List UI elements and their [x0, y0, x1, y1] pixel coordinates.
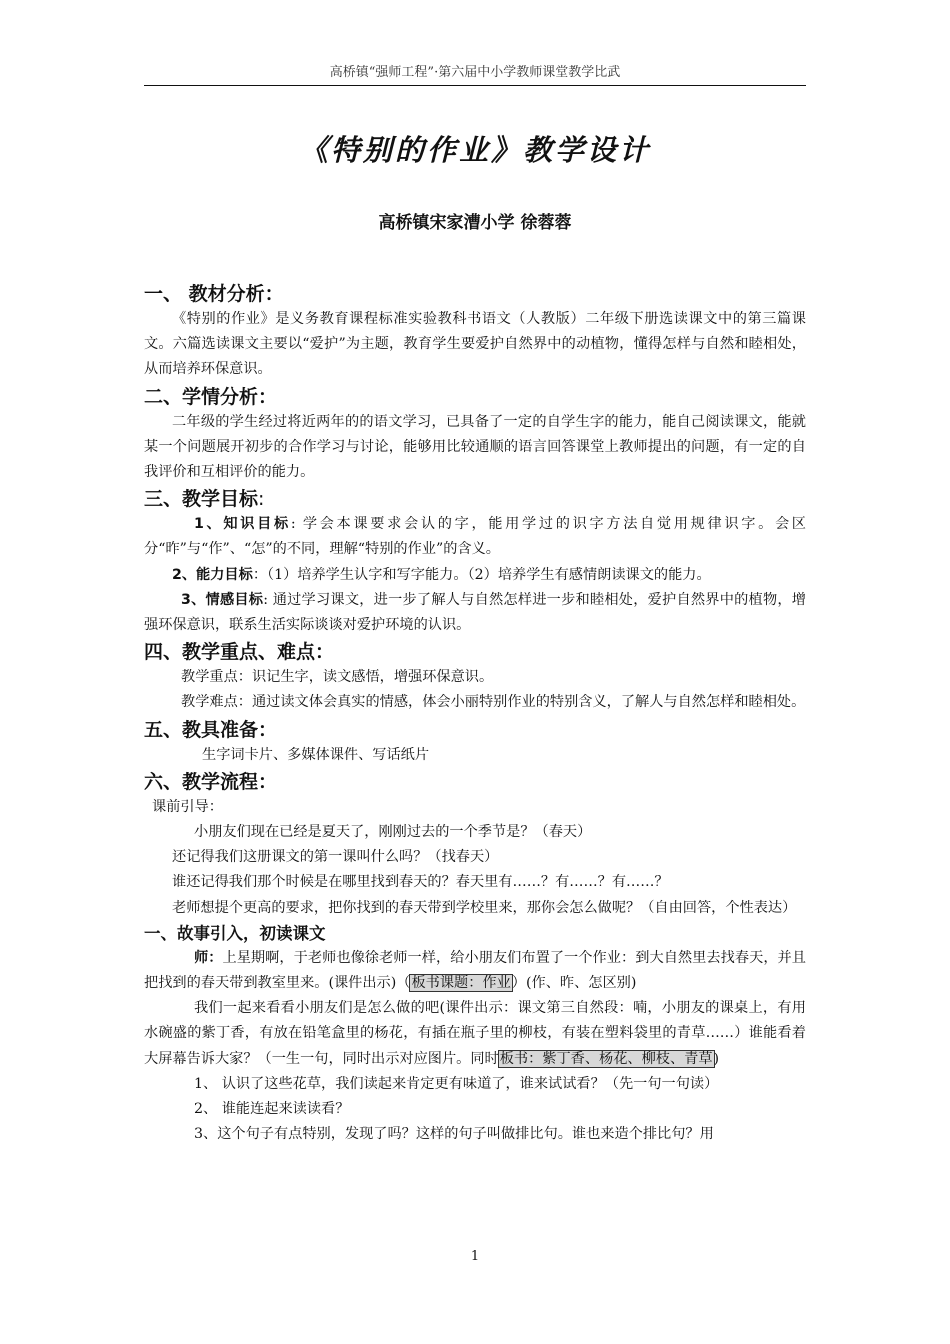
goal-emotion-text: : 通过学习课文，进一步了解人与自然怎样进一步和睦相处，爱护自然界中的植物，增强环保意识，联系生活实际谈谈对爱护环境的认识。 — [144, 591, 806, 634]
intro-label: 课前引导： — [152, 798, 223, 815]
section-heading-material: 一、 教材分析： — [144, 283, 284, 305]
board-note-plants: 板书：紫丁香、杨花、柳枝、青草 — [499, 1050, 713, 1067]
document-title: 《特别的作业》教学设计 — [298, 133, 651, 167]
document-body — [144, 280, 806, 1147]
para2-text-b: ) — [713, 1050, 720, 1067]
goal-knowledge-label: 1、知识目标 — [194, 516, 291, 533]
question-1: 1、 认识了这些花草，我们读起来肯定更有味道了，谁来试试看？（先一句一句读） — [194, 1075, 719, 1092]
intro-line-1: 小朋友们现在已经是夏天了，刚刚过去的一个季节是？（春天） — [194, 824, 592, 841]
intro-line-4: 老师想提个更高的要求，把你找到的春天带到学校里来，那你会怎么做呢？（自由回答，个性表达） — [172, 899, 797, 916]
intro-line-3: 谁还记得我们那个时候是在哪里找到春天的？春天里有……？有……？有……？ — [172, 874, 669, 891]
page-number: 1 — [470, 1249, 480, 1264]
goal-ability — [144, 563, 806, 588]
goal-emotion-label: 3、情感目标 — [181, 591, 264, 608]
section-heading-materials: 五、教具准备： — [144, 718, 278, 741]
section-heading-goals-colon: : — [258, 488, 265, 511]
section-heading-goals-text: 三、教学目标 — [144, 488, 259, 511]
materials-list: 生字词卡片、多媒体课件、写话纸片 — [202, 746, 430, 763]
goal-knowledge-text: : 学会本课要求会认的字，能用学过的识字方法自觉用规律识字。会区分“昨”与“作”、“怎”的不同，理解“特别的作业”的含义。 — [144, 516, 806, 558]
step1-paragraph-teacher — [144, 946, 806, 996]
para2-text-a: 我们一起来看看小朋友们是怎么做的吧(课件出示：课文第三自然段：喃，小朋友的课桌上，有用水碗盛的紫丁香，有放在铅笔盒里的杨花，有插在瓶子里的柳枝，有装在塑料袋里的青草……）谁能看着大屏幕告诉大家？（一生一句，同时出示对应图片。同时 — [144, 1000, 806, 1067]
intro-line-2: 还记得我们这册课文的第一课叫什么吗？（找春天） — [172, 849, 499, 866]
step1-paragraph-2 — [144, 996, 806, 1072]
key-point: 教学重点：识记生字，读文感悟，增强环保意识。 — [181, 669, 494, 686]
paragraph-students: 二年级的学生经过将近两年的的语文学习，已具备了一定的自学生字的能力，能自己阅读课文，能就某一个问题展开初步的合作学习与讨论，能够用比较通顺的语言回答课堂上教师提出的问题，有一定的自我评价和互相评价的能力。 — [144, 413, 806, 481]
header-rule — [144, 85, 806, 86]
paragraph-material: 《特别的作业》是义务教育课程标准实验教科书语文（人教版）二年级下册选读课文中的第三篇课文。六篇选读课文主要以“爱护”为主题，教育学生要爱护自然界中的动植物，懂得怎样与自然和睦相处，从而培养环保意识。 — [144, 311, 806, 378]
board-note-title: 板书课题：作业 — [411, 975, 511, 992]
section-heading-process: 六、教学流程： — [144, 770, 278, 793]
author-line: 高桥镇宋家漕小学 徐蓉蓉 — [378, 213, 572, 233]
section-heading-goals — [144, 487, 806, 512]
question-3: 3、这个句子有点特别，发现了吗？这样的句子叫做排比句。谁也来造个排比句？用 — [194, 1126, 714, 1143]
running-header: 高桥镇“强师工程”·第六届中小学教师课堂教学比武 — [329, 65, 621, 80]
step-heading-1: 一、故事引入，初读课文 — [144, 923, 326, 943]
teacher-label: 师： — [194, 949, 223, 966]
goal-knowledge — [144, 512, 806, 562]
section-heading-focus: 四、教学重点、难点： — [144, 641, 335, 664]
goal-emotion — [144, 588, 806, 638]
teacher-text-b: ）(作、昨、怎区别) — [511, 975, 637, 992]
question-2: 2、 谁能连起来读读看？ — [194, 1101, 350, 1118]
difficulty: 教学难点：通过读文体会真实的情感，体会小丽特别作业的特别含义，了解人与自然怎样和睦相处。 — [181, 694, 806, 711]
goal-ability-label: 2、能力目标 — [172, 566, 253, 583]
teacher-text-a: 上星期啊，于老师也像徐老师一样，给小朋友们布置了一个作业：到大自然里去找春天，并且把找到的春天带到教室里来。(课件出示)（ — [144, 949, 806, 992]
section-heading-students: 二、学情分析： — [144, 385, 278, 408]
goal-ability-text: ：（1）培养学生认字和写字能力。（2）培养学生有感情朗读课文的能力。 — [252, 566, 711, 583]
